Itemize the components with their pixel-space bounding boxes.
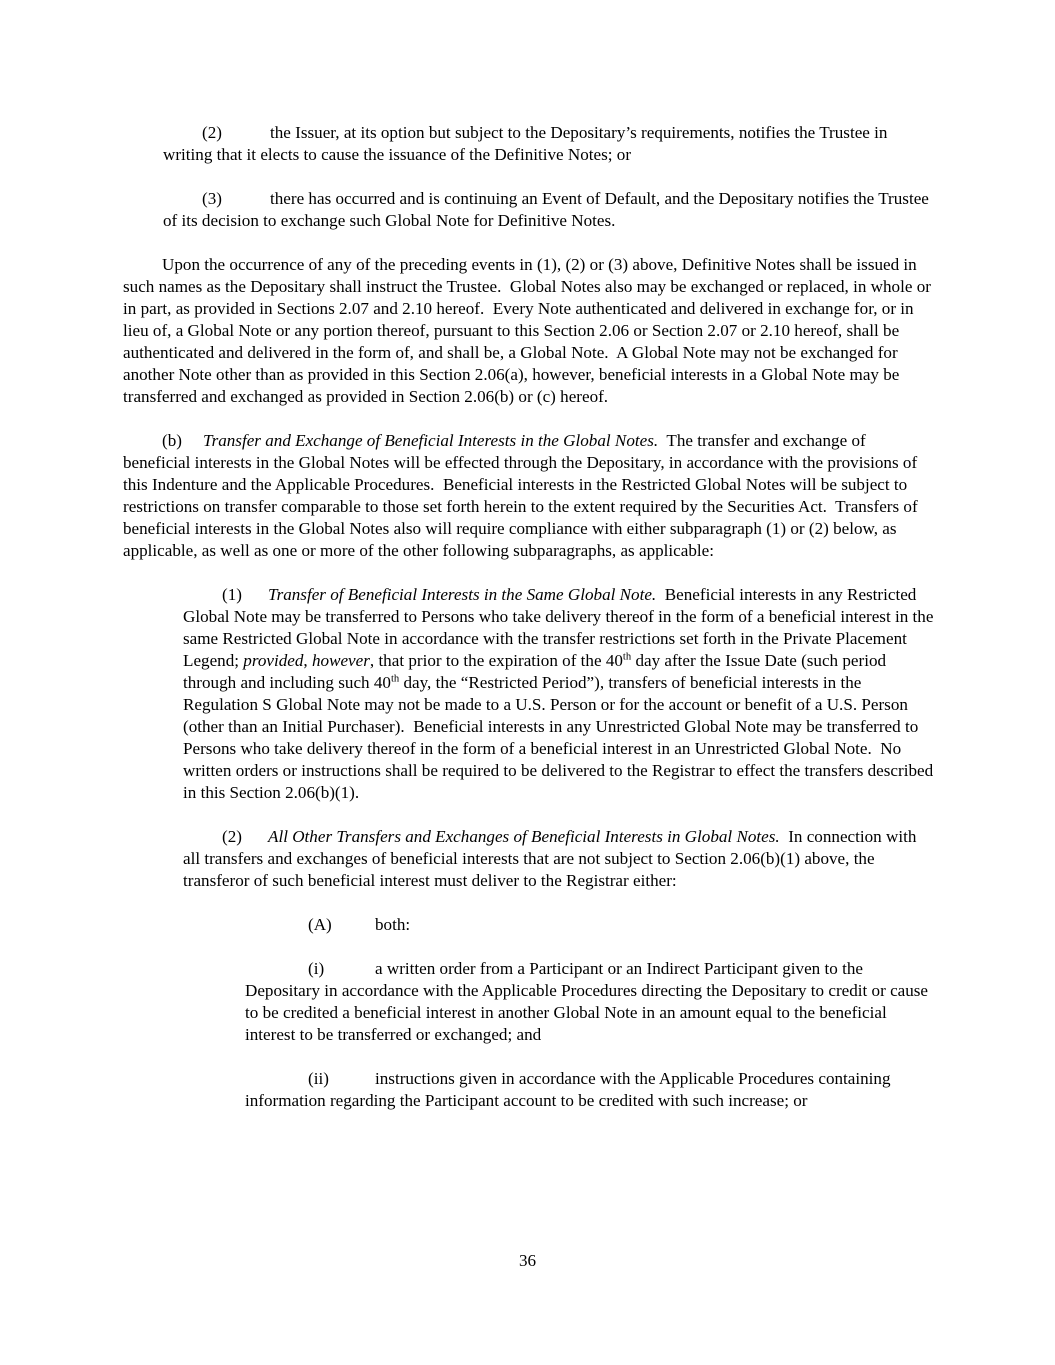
paragraph-clause-a-3: [163, 188, 935, 232]
text-segment: provided: [243, 651, 304, 670]
paragraph-section-2-06-b-2: [183, 826, 935, 892]
clause-label: (1): [222, 585, 242, 604]
text-segment: In connection with all transfers and exchanges of beneficial interests that are not subject to Section 2.06(b)(1) above, the transferor of such beneficial interest must deliver to the Registrar either:: [183, 827, 921, 890]
text-segment: Upon the occurrence of any of the preceding events in (1), (2) or (3) above, Definitive Notes shall be issued in such names as the Depositary shall instruct the Trustee. Global Notes also may be exchanged or replaced, in whole or in part, as provided in Sections 2.07 and 2.10 hereof. Every Note authenticated and delivered in exchange for, or in lieu of, a Global Note or any portion thereof, pursuant to this Section 2.06 or Section 2.07 or 2.10 hereof, shall be authenticated and delivered in the form of, and shall be, a Global Note. A Global Note may not be exchanged for another Note other than as provided in this Section 2.06(a), however, beneficial interests in a Global Note may be transferred and exchanged as provided in Section 2.06(b) or (c) hereof.: [123, 255, 936, 406]
text-segment: Beneficial interests in any Restricted Global Note may be transferred to Persons who take delivery thereof in the form of a beneficial interest in the same Restricted Global Note in accordance with the transfer restrictions set forth in the Private Placement Legend;: [183, 585, 938, 670]
text-segment: ,: [303, 651, 312, 670]
page-number: 36: [518, 1251, 537, 1270]
text-segment: day after the Issue Date (such period through and including such 40: [183, 651, 891, 692]
paragraph-clause-a-2: [163, 122, 935, 166]
paragraph-clause-b-2-A: [245, 914, 935, 936]
text-segment: Transfer and Exchange of Beneficial Interests in the Global Notes.: [203, 431, 659, 450]
text-segment: instructions given in accordance with the Applicable Procedures containing information regarding the Participant account to be credited with such increase; or: [245, 1069, 895, 1110]
text-segment: Transfer of Beneficial Interests in the Same Global Note.: [268, 585, 657, 604]
text-segment: , that prior to the expiration of the 40: [369, 651, 623, 670]
text-segment: The transfer and exchange of beneficial interests in the Global Notes will be effected through the Depositary, in accordance with the provisions of this Indenture and the Applicable Procedures. Beneficial interests in the Restricted Global Notes will be subject to restrictions on transfer comparable to those set forth herein to the extent required by the Securities Act. Transfers of beneficial interests in the Global Notes also will require compliance with either subparagraph (1) or (2) below, as applicable, as well as one or more of the other following subparagraphs, as applicable:: [123, 431, 922, 560]
text-segment: both:: [375, 915, 411, 934]
clause-label: (b): [162, 431, 182, 450]
document-body: [123, 122, 938, 1112]
text-segment: th: [622, 651, 632, 663]
clause-label: (3): [202, 189, 222, 208]
clause-label: (A): [308, 915, 332, 934]
text-segment: th: [390, 673, 400, 685]
text-segment: there has occurred and is continuing an Event of Default, and the Depositary notifies the Trustee of its decision to exchange such Global Note for Definitive Notes.: [163, 189, 934, 230]
paragraph-clause-b-2-A-ii: [245, 1068, 935, 1112]
clause-label: (i): [308, 959, 325, 978]
text-segment: All Other Transfers and Exchanges of Beneficial Interests in Global Notes.: [268, 827, 780, 846]
clause-label: (ii): [308, 1069, 329, 1088]
text-segment: however: [311, 651, 370, 670]
clause-label: (2): [202, 123, 222, 142]
paragraph-para-upon-occurrence: [123, 254, 935, 408]
paragraph-clause-b-2-A-i: [245, 958, 935, 1046]
text-segment: a written order from a Participant or an Indirect Participant given to the Depositary in accordance with the Applicable Procedures directing the Depositary to credit or cause to be credited a beneficial interest in another Global Note in an amount equal to the beneficial interest to be transferred or exchanged; and: [245, 959, 933, 1044]
paragraph-section-2-06-b-1: [183, 584, 938, 804]
text-segment: the Issuer, at its option but subject to the Depositary’s requirements, notifies the Trustee in writing that it elects to cause the issuance of the Definitive Notes; or: [163, 123, 892, 164]
text-segment: day, the “Restricted Period”), transfers of beneficial interests in the Regulation S Global Note may not be made to a U.S. Person or for the account or benefit of a U.S. Person (other than an Initial Purchaser). Beneficial interests in any Unrestricted Global Note may be transferred to Persons who take delivery thereof in the form of a beneficial interest in an Unrestricted Global Note. No written orders or instructions shall be required to be delivered to the Registrar to effect the transfers described in this Section 2.06(b)(1).: [183, 673, 938, 802]
paragraph-section-2-06-b: [123, 430, 935, 562]
clause-label: (2): [222, 827, 242, 846]
